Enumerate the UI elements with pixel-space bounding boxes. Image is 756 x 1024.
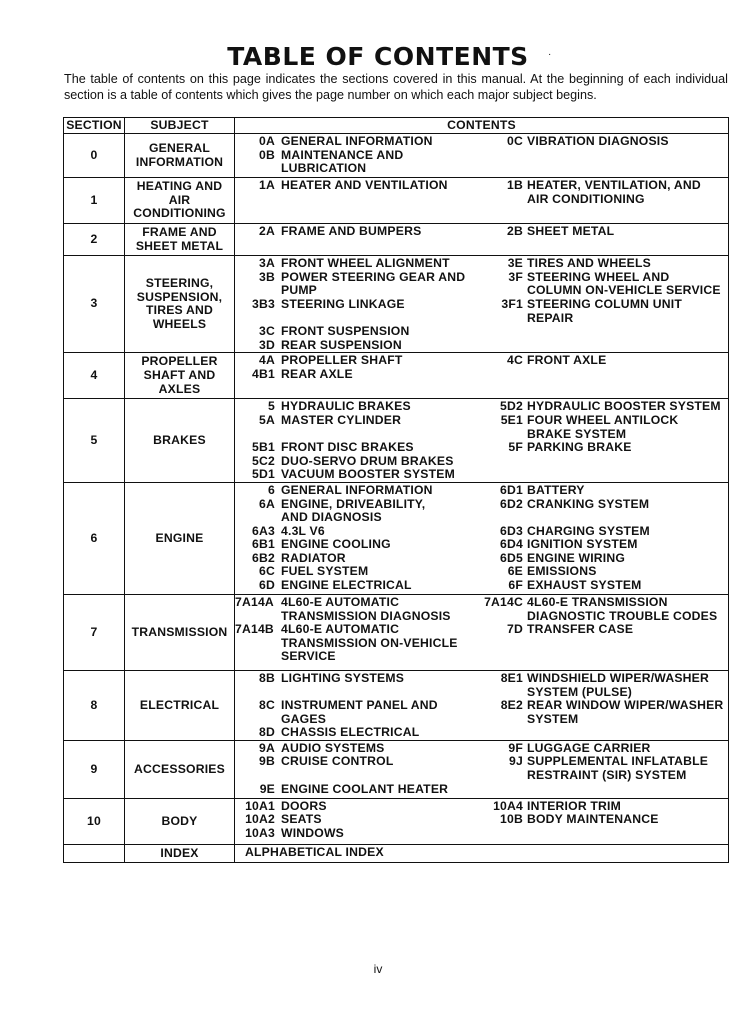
section-number: 5 (64, 399, 125, 483)
section-subject: FRAME AND SHEET METAL (135, 225, 224, 253)
section-number: 0 (64, 134, 125, 178)
subject-title: FRONT AXLE (527, 353, 607, 368)
subject-title: FRAME AND BUMPERS (281, 224, 422, 238)
subject-code: 5D2 (500, 399, 523, 414)
subject-code: 6E (507, 564, 523, 579)
subject-code: 5D1 (252, 467, 275, 482)
section-contents (235, 740, 729, 798)
subject-code (479, 325, 527, 339)
subject-code (479, 368, 527, 382)
subject-title: SHEET METAL (527, 224, 615, 238)
contents-entries (235, 354, 728, 381)
subject-code: 9E (259, 781, 275, 796)
subject-title: ENGINE COOLANT HEATER (281, 781, 449, 796)
subject-title: WINDOWS (281, 826, 345, 841)
subject-title: INSTRUMENT PANEL AND GAGES (281, 698, 438, 726)
subject-title: SUPPLEMENTAL INFLATABLE RESTRAINT (SIR) SYSTEM (527, 754, 709, 783)
table-row (64, 594, 729, 670)
subject-code: 6B2 (252, 550, 275, 565)
subject-code (728, 846, 732, 860)
contents-entries (235, 135, 728, 176)
section-subject-cell (125, 256, 235, 353)
section-subject-cell (125, 178, 235, 224)
contents-table (63, 117, 729, 863)
subject-title: HEATER, VENTILATION, AND AIR CONDITIONING (527, 178, 701, 206)
page-number: iv (373, 962, 383, 976)
subject-title (527, 468, 728, 482)
subject-title (527, 149, 728, 176)
subject-title: ENGINE, DRIVEABILITY, AND DIAGNOSIS (281, 496, 426, 525)
subject-title: EXHAUST SYSTEM (527, 578, 642, 593)
subject-title: HYDRAULIC BOOSTER SYSTEM (527, 399, 721, 414)
contents-table-body (64, 134, 729, 863)
section-contents (235, 134, 729, 178)
subject-code: 4B1 (252, 366, 275, 381)
subject-code: 6A3 (252, 523, 275, 538)
subject-title: 4L60-E AUTOMATIC TRANSMISSION ON-VEHICLE SERVICE (281, 622, 458, 664)
subject-title: STEERING WHEEL AND COLUMN ON-VEHICLE SERVICE (527, 269, 721, 298)
section-subject-cell (125, 482, 235, 594)
subject-code: 10A4 (493, 798, 523, 813)
subject-title: CHARGING SYSTEM (527, 523, 650, 538)
page-title: TABLE OF CONTENTS (227, 42, 529, 71)
subject-title (527, 783, 728, 797)
section-contents (235, 798, 729, 844)
section-number: 1 (64, 178, 125, 224)
section-contents (235, 399, 729, 483)
subject-title: ENGINE WIRING (527, 550, 626, 565)
table-row (64, 353, 729, 399)
subject-code: 9A (259, 740, 275, 755)
table-row (64, 670, 729, 740)
section-number: 2 (64, 224, 125, 256)
header-contents: CONTENTS (235, 118, 729, 134)
section-subject-cell (125, 844, 235, 863)
subject-code: 5 (268, 399, 275, 414)
section-number: 8 (64, 670, 125, 740)
subject-title: VACUUM BOOSTER SYSTEM (281, 467, 455, 482)
subject-code: 10A3 (245, 826, 275, 841)
subject-title: DOORS (281, 798, 327, 813)
subject-code: 7A14A (235, 594, 274, 609)
section-subject: INDEX (160, 845, 199, 860)
table-row (64, 224, 729, 256)
contents-entries (235, 225, 728, 239)
section-subject-cell (125, 670, 235, 740)
subject-title: AUDIO SYSTEMS (281, 740, 385, 755)
subject-title: PROPELLER SHAFT (281, 353, 403, 368)
header-subject: SUBJECT (125, 118, 235, 134)
subject-title: 4L60-E TRANSMISSION DIAGNOSTIC TROUBLE CODES (527, 594, 718, 623)
subject-code: 7D (507, 622, 523, 637)
subject-title: REAR AXLE (281, 366, 353, 381)
subject-code: 8D (259, 725, 275, 740)
subject-code: 0A (259, 134, 275, 148)
subject-title: FRONT WHEEL ALIGNMENT (281, 256, 450, 271)
subject-code: 6C (259, 564, 275, 579)
subject-code: 8E2 (500, 698, 523, 713)
subject-code: 3F1 (501, 296, 523, 311)
subject-code: 6D5 (500, 550, 523, 565)
contents-entries (235, 800, 728, 841)
subject-title: 4L60-E AUTOMATIC TRANSMISSION DIAGNOSIS (281, 594, 451, 623)
subject-code: 8B (259, 670, 275, 685)
subject-code: 3F (508, 269, 523, 284)
subject-code: 3A (259, 256, 275, 271)
contents-entries (235, 179, 728, 206)
contents-entries (235, 742, 728, 796)
section-contents (235, 844, 729, 863)
subject-code: 9B (259, 754, 275, 769)
subject-title (527, 455, 728, 469)
section-number: 10 (64, 798, 125, 844)
subject-code: 1A (259, 178, 275, 192)
subject-code: 4A (259, 353, 275, 368)
table-row (64, 798, 729, 844)
subject-title: TIRES AND WHEELS (527, 256, 651, 271)
subject-title: FRONT DISC BRAKES (281, 440, 414, 455)
subject-code (479, 149, 527, 176)
section-subject: PROPELLER SHAFT AND AXLES (141, 354, 218, 396)
subject-title: DUO-SERVO DRUM BRAKES (281, 453, 454, 468)
subject-code (479, 783, 527, 797)
section-subject: ENGINE (155, 530, 204, 545)
subject-title: REAR WINDOW WIPER/WASHER SYSTEM (527, 698, 724, 726)
subject-title: HEATER AND VENTILATION (281, 178, 448, 192)
subject-code: 5B1 (252, 440, 275, 455)
section-subject-cell (125, 134, 235, 178)
subject-code: 0C (507, 134, 523, 148)
subject-code: 6D1 (500, 482, 523, 497)
subject-code (479, 468, 527, 482)
subject-title: MAINTENANCE AND LUBRICATION (281, 147, 404, 176)
subject-code: 10A2 (245, 812, 275, 827)
subject-code: 6A (259, 496, 275, 511)
subject-title: 4.3L V6 (281, 523, 325, 538)
subject-title: REAR SUSPENSION (281, 337, 402, 352)
table-row (64, 178, 729, 224)
subject-code: 3D (259, 337, 275, 352)
section-subject: STEERING, SUSPENSION, TIRES AND WHEELS (136, 276, 223, 331)
subject-title: STEERING LINKAGE (281, 296, 405, 311)
print-speck: · (548, 49, 552, 60)
section-contents (235, 256, 729, 353)
table-row (64, 844, 729, 863)
subject-title: BODY MAINTENANCE (527, 812, 659, 827)
section-number: 4 (64, 353, 125, 399)
subject-code: 6D2 (500, 496, 523, 511)
subject-code (479, 726, 527, 740)
contents-entries (235, 257, 728, 352)
subject-title: CRUISE CONTROL (281, 754, 394, 769)
subject-code: 6 (268, 482, 275, 497)
subject-code: 9J (509, 754, 523, 769)
table-row (64, 399, 729, 483)
section-subject: TRANSMISSION (131, 624, 228, 639)
subject-code: 8C (259, 698, 275, 713)
subject-title: LUGGAGE CARRIER (527, 740, 651, 755)
subject-title: POWER STEERING GEAR AND PUMP (281, 269, 466, 298)
section-number (64, 844, 125, 863)
section-subject-cell (125, 353, 235, 399)
subject-code: 8E1 (500, 670, 523, 685)
subject-title: PARKING BRAKE (527, 440, 632, 455)
subject-title: FRONT SUSPENSION (281, 324, 410, 339)
subject-code: 9F (508, 740, 523, 755)
section-number: 7 (64, 594, 125, 670)
subject-title: WINDSHIELD WIPER/WASHER SYSTEM (PULSE) (527, 670, 709, 699)
subject-code: 5A (259, 412, 275, 427)
subject-code: 5F (508, 440, 523, 455)
subject-code: 7A14B (235, 622, 274, 637)
section-subject: ELECTRICAL (139, 697, 220, 712)
section-contents (235, 178, 729, 224)
subject-title: CHASSIS ELECTRICAL (281, 725, 420, 740)
subject-title: EMISSIONS (527, 564, 597, 579)
section-subject: BRAKES (153, 432, 206, 447)
subject-title (527, 325, 728, 339)
subject-title: MASTER CYLINDER (281, 412, 402, 427)
subject-code (479, 339, 527, 353)
subject-title: CRANKING SYSTEM (527, 496, 650, 511)
section-contents (235, 224, 729, 256)
subject-code: 2B (507, 224, 523, 238)
subject-code: 1B (507, 178, 523, 192)
contents-entries (235, 484, 728, 593)
subject-title: BATTERY (527, 482, 585, 497)
subject-code: 6D (259, 578, 275, 593)
section-contents (235, 670, 729, 740)
subject-title: ENGINE COOLING (281, 537, 391, 552)
header-section: SECTION (64, 118, 125, 134)
section-subject-cell (125, 399, 235, 483)
section-number: 3 (64, 256, 125, 353)
subject-code: 3B3 (252, 296, 275, 311)
subject-code: 3C (259, 324, 275, 339)
table-row (64, 482, 729, 594)
subject-title: INTERIOR TRIM (527, 798, 622, 813)
subject-title: VIBRATION DIAGNOSIS (527, 134, 669, 148)
contents-entries (235, 672, 728, 740)
section-subject-cell (125, 594, 235, 670)
subject-title: LIGHTING SYSTEMS (281, 670, 405, 685)
subject-title: GENERAL INFORMATION (281, 482, 433, 497)
subject-title: GENERAL INFORMATION (281, 134, 433, 148)
section-number: 9 (64, 740, 125, 798)
section-subject: GENERAL INFORMATION (135, 140, 224, 169)
section-subject-cell (125, 224, 235, 256)
section-subject-cell (125, 798, 235, 844)
subject-code: 7A14C (484, 594, 523, 609)
subject-title: SEATS (281, 812, 322, 827)
table-row (64, 134, 729, 178)
subject-title: TRANSFER CASE (527, 622, 634, 637)
subject-code: 6F (508, 578, 523, 593)
section-subject: ACCESSORIES (134, 761, 225, 776)
section-subject: HEATING AND AIR CONDITIONING (133, 179, 226, 221)
subject-title: STEERING COLUMN UNIT REPAIR (527, 296, 682, 325)
subject-code: 10B (500, 812, 523, 827)
subject-code: 5E1 (500, 412, 523, 427)
section-number: 6 (64, 482, 125, 594)
section-contents (235, 482, 729, 594)
subject-code: 6D3 (500, 523, 523, 538)
contents-entries (235, 596, 728, 664)
subject-title: ENGINE ELECTRICAL (281, 578, 412, 593)
subject-code: 3B (259, 269, 275, 284)
section-contents (235, 353, 729, 399)
subject-code: 6B1 (252, 537, 275, 552)
section-contents (235, 594, 729, 670)
subject-code: 10A1 (245, 798, 275, 813)
table-header-row (64, 118, 729, 134)
subject-code: 2A (259, 224, 275, 238)
subject-code: 5C2 (252, 453, 275, 468)
subject-title: RADIATOR (281, 550, 346, 565)
section-subject-cell (125, 740, 235, 798)
subject-title (527, 339, 728, 353)
subject-code: 4C (507, 353, 523, 368)
subject-code: 6D4 (500, 537, 523, 552)
subject-title (527, 827, 728, 841)
subject-code: 0B (259, 147, 275, 162)
table-row (64, 256, 729, 353)
intro-paragraph: The table of contents on this page indicates the sections covered in this manual. At the beginning of each individual section is a table of contents which gives the page number on which each major subject begins. (64, 72, 728, 102)
subject-title: ALPHABETICAL INDEX (245, 844, 384, 859)
subject-code (479, 455, 527, 469)
subject-title: FOUR WHEEL ANTILOCK BRAKE SYSTEM (527, 412, 679, 441)
section-subject: BODY (161, 813, 198, 828)
subject-title: HYDRAULIC BRAKES (281, 399, 411, 414)
subject-title: IGNITION SYSTEM (527, 537, 638, 552)
table-row (64, 740, 729, 798)
subject-title: FUEL SYSTEM (281, 564, 369, 579)
subject-title (527, 368, 728, 382)
subject-code (479, 827, 527, 841)
subject-title (527, 726, 728, 740)
subject-code: 3E (507, 256, 523, 271)
contents-entries (235, 846, 728, 860)
contents-entries (235, 400, 728, 482)
